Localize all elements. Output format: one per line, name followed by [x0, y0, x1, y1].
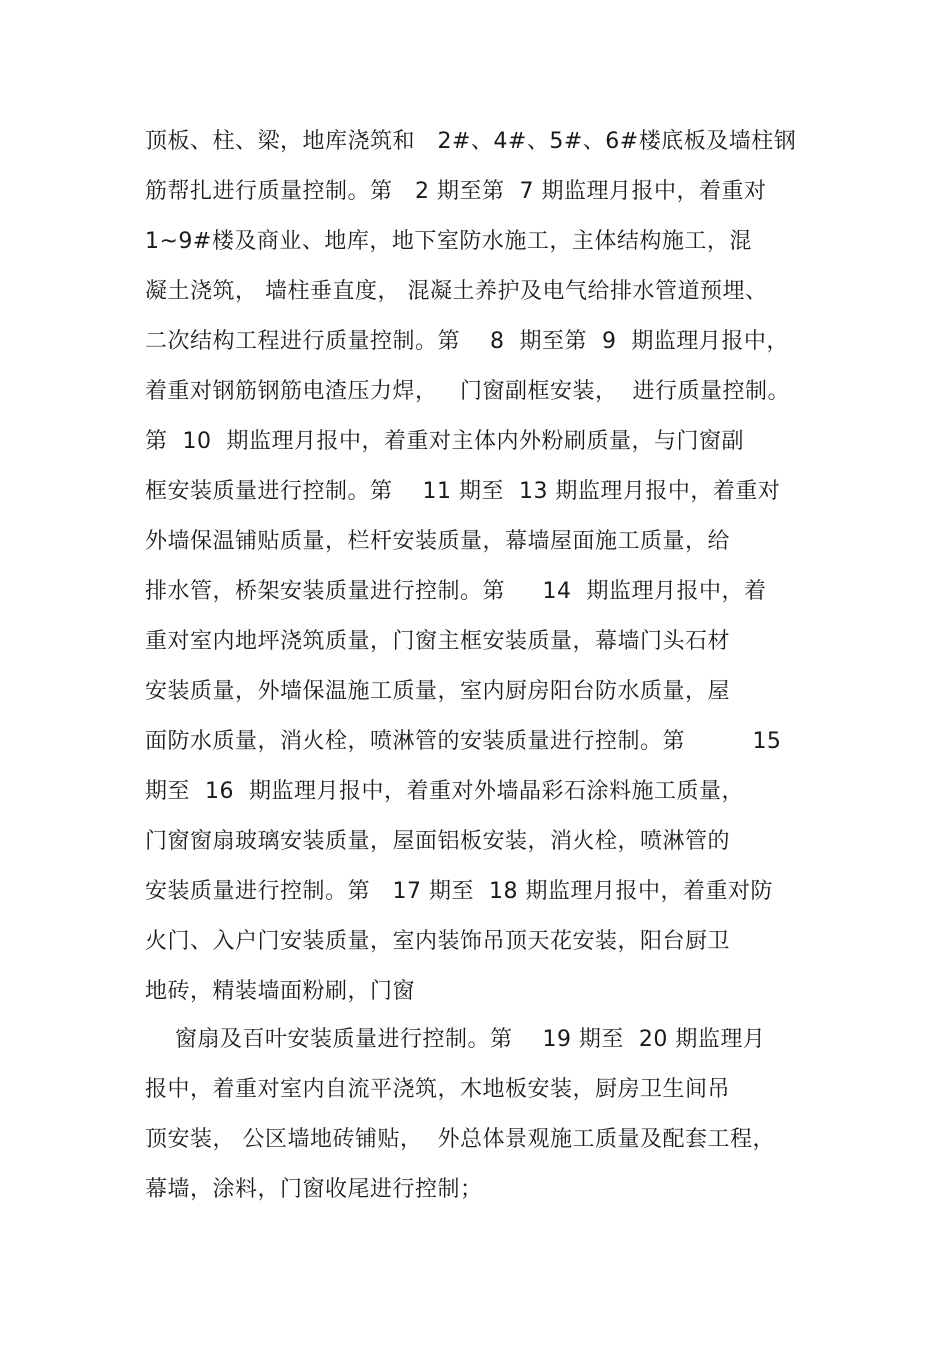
- text-line: 地砖，精装墙面粉刷，门窗: [145, 979, 416, 1004]
- text-line: 期至 16 期监理月报中，着重对外墙晶彩石涂料施工质量，: [145, 779, 744, 804]
- text-line: 门窗窗扇玻璃安装质量，屋面铝板安装，消火栓，喷淋管的: [145, 829, 731, 854]
- text-line: 幕墙，涂料，门窗收尾进行控制；: [145, 1177, 483, 1202]
- text-line: 凝土浇筑， 墙柱垂直度， 混凝土养护及电气给排水管道预埋、: [145, 279, 768, 304]
- text-line: 安装质量进行控制。第 17 期至 18 期监理月报中，着重对防: [145, 879, 773, 904]
- text-line: 窗扇及百叶安装质量进行控制。第 19 期至 20 期监理月: [145, 1027, 766, 1052]
- text-line: 第 10 期监理月报中，着重对主体内外粉刷质量，与门窗副: [145, 429, 744, 454]
- text-line: 筋帮扎进行质量控制。第 2 期至第 7 期监理月报中，着重对: [145, 179, 767, 204]
- text-line: 面防水质量，消火栓，喷淋管的安装质量进行控制。第 15: [145, 729, 782, 754]
- text-line: 排水管，桥架安装质量进行控制。第 14 期监理月报中，着: [145, 579, 767, 604]
- text-line: 外墙保温铺贴质量，栏杆安装质量，幕墙屋面施工质量，给: [145, 529, 731, 554]
- text-line: 顶板、柱、梁，地库浇筑和 2#、4#、5#、6#楼底板及墙柱钢: [145, 129, 797, 154]
- text-line: 火门、入户门安装质量，室内装饰吊顶天花安装，阳台厨卫: [145, 929, 731, 954]
- text-line: 二次结构工程进行质量控制。第 8 期至第 9 期监理月报中，: [145, 329, 789, 354]
- text-line: 安装质量，外墙保温施工质量，室内厨房阳台防水质量，屋: [145, 679, 731, 704]
- text-line: 报中，着重对室内自流平浇筑，木地板安装，厨房卫生间吊: [145, 1077, 731, 1102]
- text-line: 顶安装， 公区墙地砖铺贴， 外总体景观施工质量及配套工程，: [145, 1127, 775, 1152]
- text-line: 重对室内地坪浇筑质量，门窗主框安装质量，幕墙门头石材: [145, 629, 731, 654]
- text-line: 着重对钢筋钢筋电渣压力焊， 门窗副框安装， 进行质量控制。: [145, 379, 790, 404]
- text-line: 1~9#楼及商业、地库，地下室防水施工，主体结构施工，混: [145, 229, 752, 254]
- text-line: 框安装质量进行控制。第 11 期至 13 期监理月报中，着重对: [145, 479, 781, 504]
